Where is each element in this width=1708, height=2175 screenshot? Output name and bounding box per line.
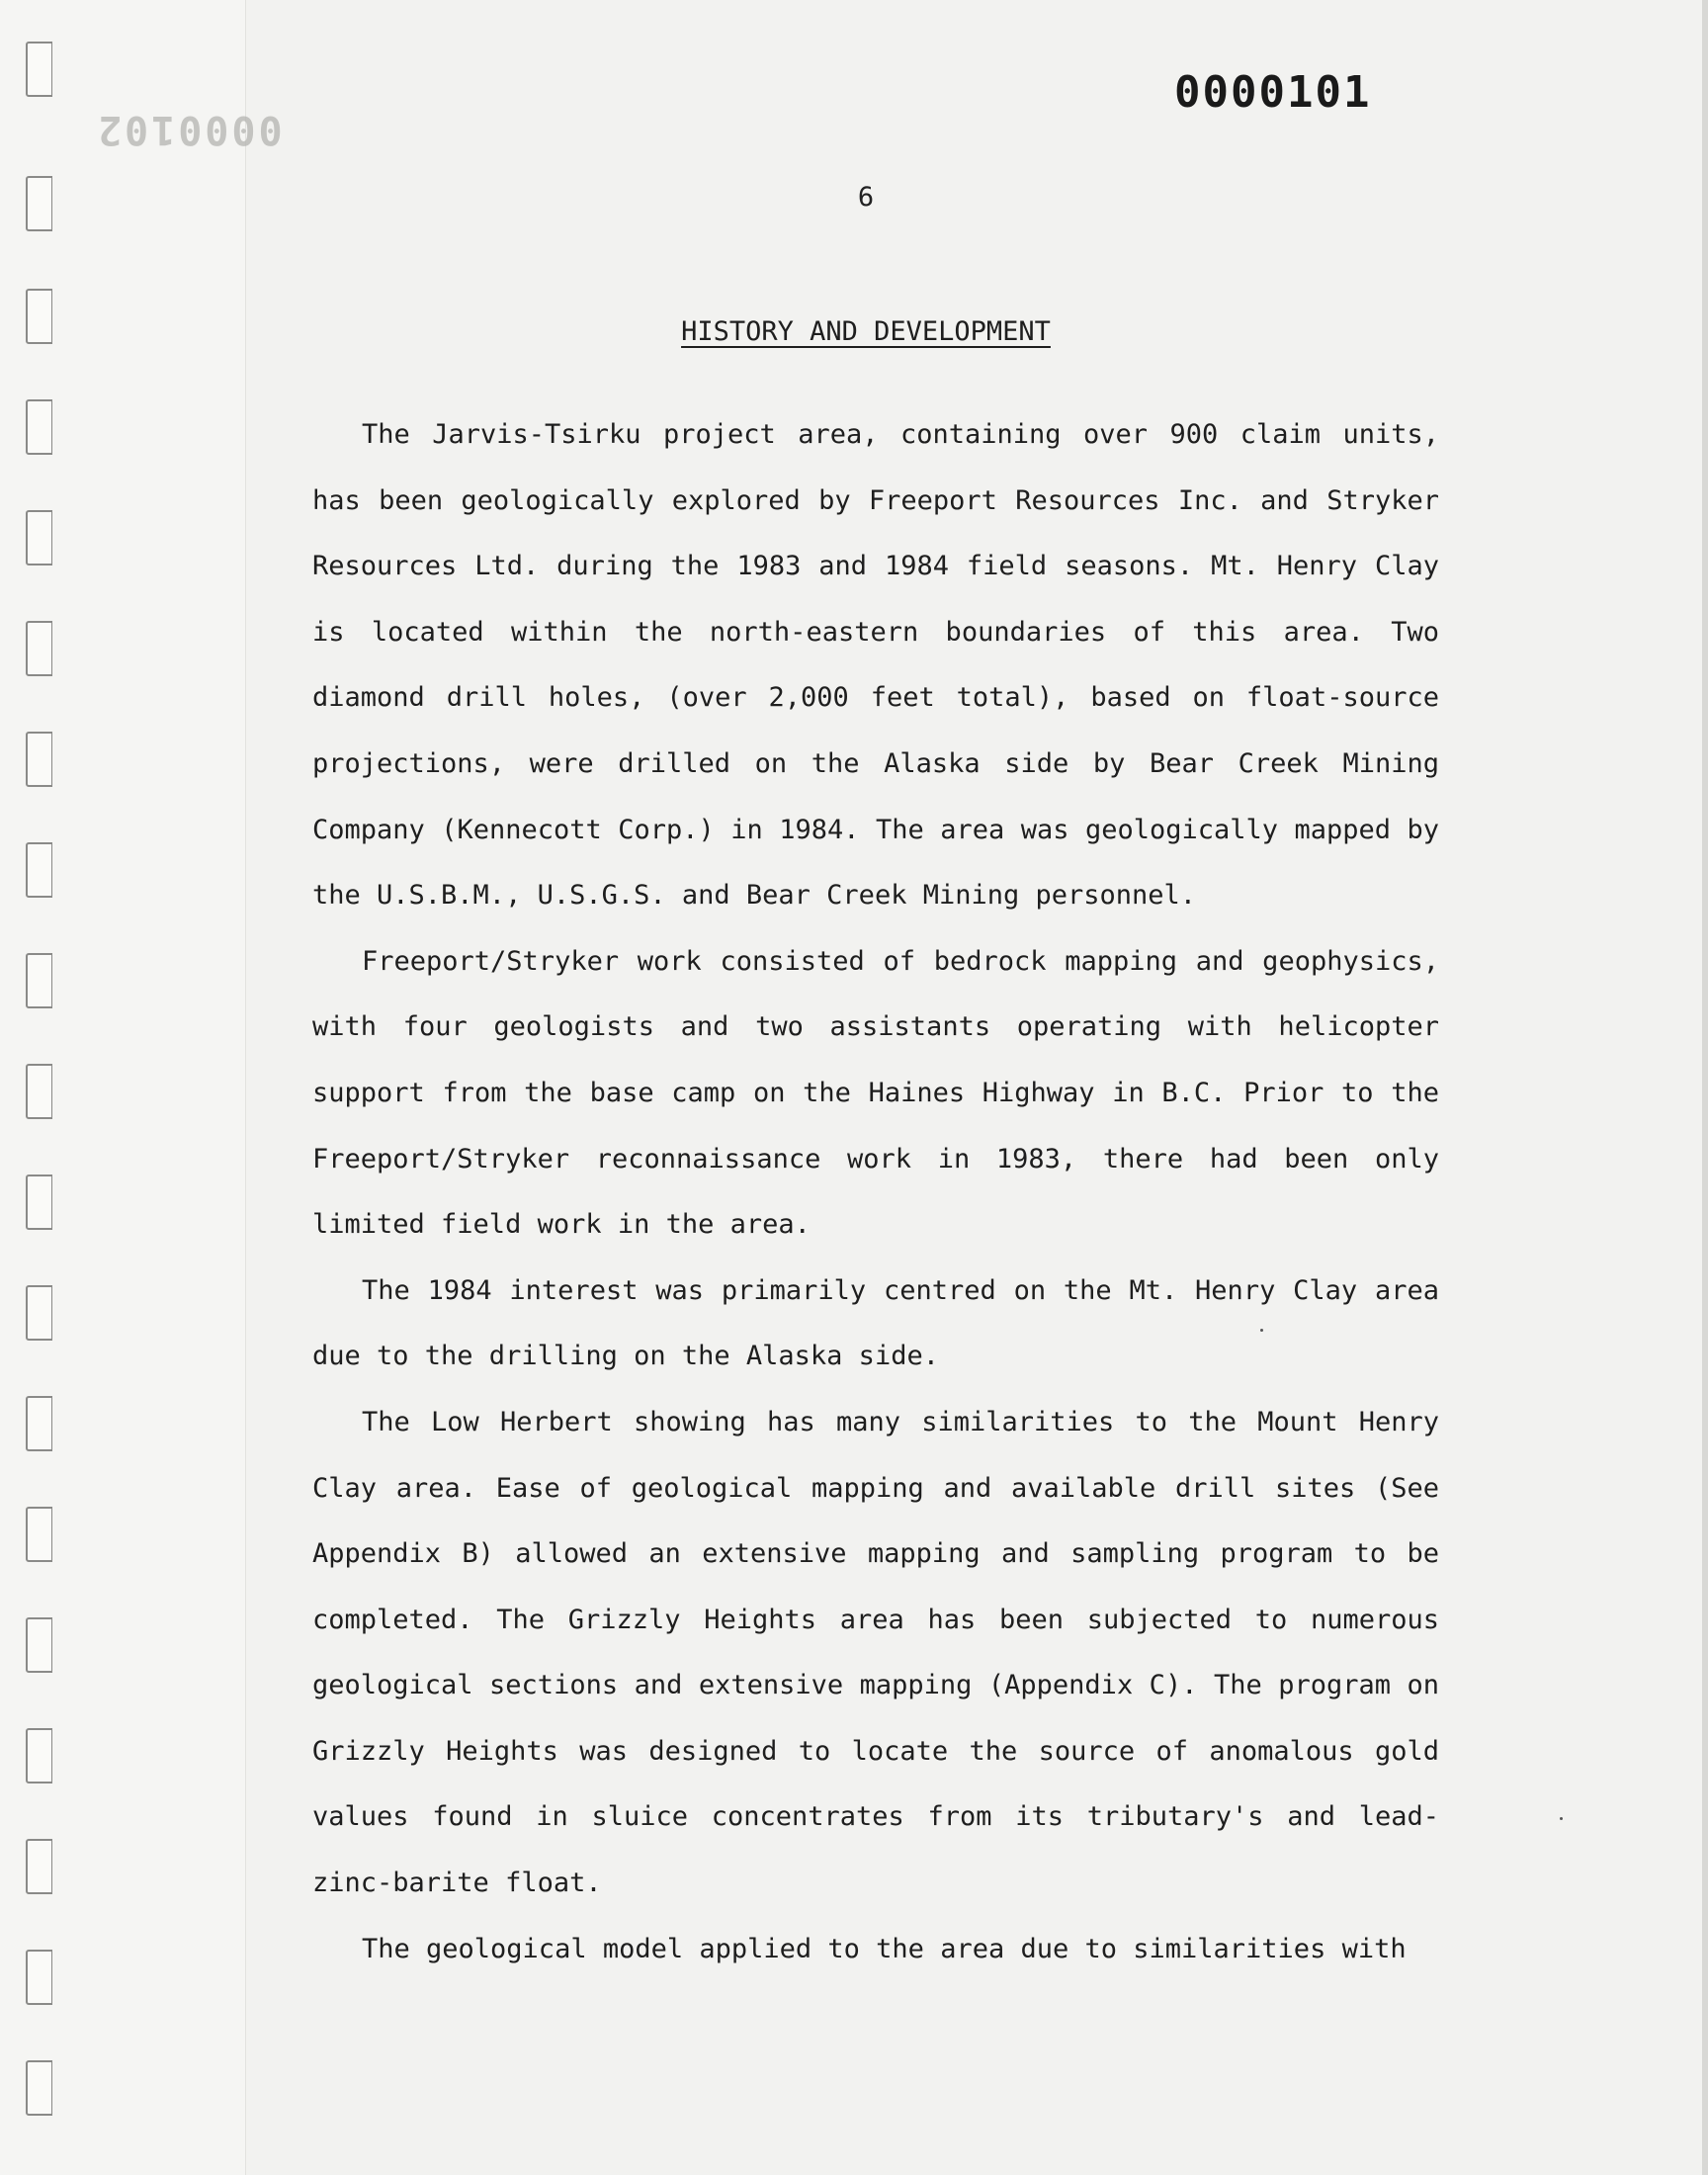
binding-tab — [26, 953, 52, 1008]
binding-tab — [26, 42, 52, 97]
paragraph: The Jarvis-Tsirku project area, containing over 900 claim units, has been geologically explored by Freeport Resources Inc. and Stryker Resources Ltd. during the 1983 and 1984 field seasons. Mt. Henry Clay is located within the north-eastern boundaries of this area. Two diamond drill holes, (over 2,000 feet total), based on float-source projections, were drilled on the Alaska side by Bear Creek Mining Company (Kennecott Corp.) in 1984. The area was geologically mapped by the U.S.B.M., U.S.G.S. and Bear Creek Mining personnel. — [312, 419, 1439, 912]
binding-tab — [26, 1285, 52, 1341]
paragraph: The 1984 interest was primarily centred on the Mt. Henry Clay area due to the drilling on the Alaska side. — [312, 1274, 1439, 1372]
binding-tab — [26, 399, 52, 455]
scan-speck — [1560, 1817, 1563, 1820]
section-heading — [0, 316, 1708, 347]
paragraph: The Low Herbert showing has many similarities to the Mount Henry Clay area. Ease of geological mapping and available drill sites (See Appendix B) allowed an extensive mapping and sampling program to be completed. The Grizzly Heights area has been subjected to numerous geological sections and extensive mapping (Appendix C). The program on Grizzly Heights was designed to locate the source of anomalous gold values found in sluice concentrates from its tributary's and lead-zinc-barite float. — [312, 1406, 1439, 1899]
binding-tab — [26, 1839, 52, 1894]
binding-tab — [26, 842, 52, 898]
page-number: 6 — [857, 182, 875, 213]
binding-tab — [26, 2060, 52, 2116]
scan-edge — [1702, 0, 1708, 2175]
paragraph: The geological model applied to the area due to similarities with — [362, 1933, 1407, 1964]
binding-tab — [26, 621, 52, 676]
scan-speck — [1260, 1329, 1263, 1332]
binding-tab — [26, 510, 52, 566]
bleed-through-stamp: 0000102 — [95, 107, 283, 152]
body-text — [312, 402, 1439, 1982]
section-heading-text: HISTORY AND DEVELOPMENT — [681, 316, 1051, 347]
binding-tab — [26, 1507, 52, 1562]
binding-tab — [26, 1617, 52, 1673]
binding-tab — [26, 1396, 52, 1451]
document-number-stamp: 0000101 — [1174, 67, 1372, 118]
binding-tab — [26, 1728, 52, 1784]
binding-tab — [26, 732, 52, 787]
binding-tab — [26, 1064, 52, 1119]
binding-tab — [26, 1950, 52, 2005]
paragraph: Freeport/Stryker work consisted of bedrock mapping and geophysics, with four geologists and two assistants operating with helicopter support from the base camp on the Haines Highway in B.C. Prior to the Freeport/Stryker reconnaissance work in 1983, there had been only limited field work in the area. — [312, 945, 1439, 1241]
binding-tab — [26, 1174, 52, 1230]
